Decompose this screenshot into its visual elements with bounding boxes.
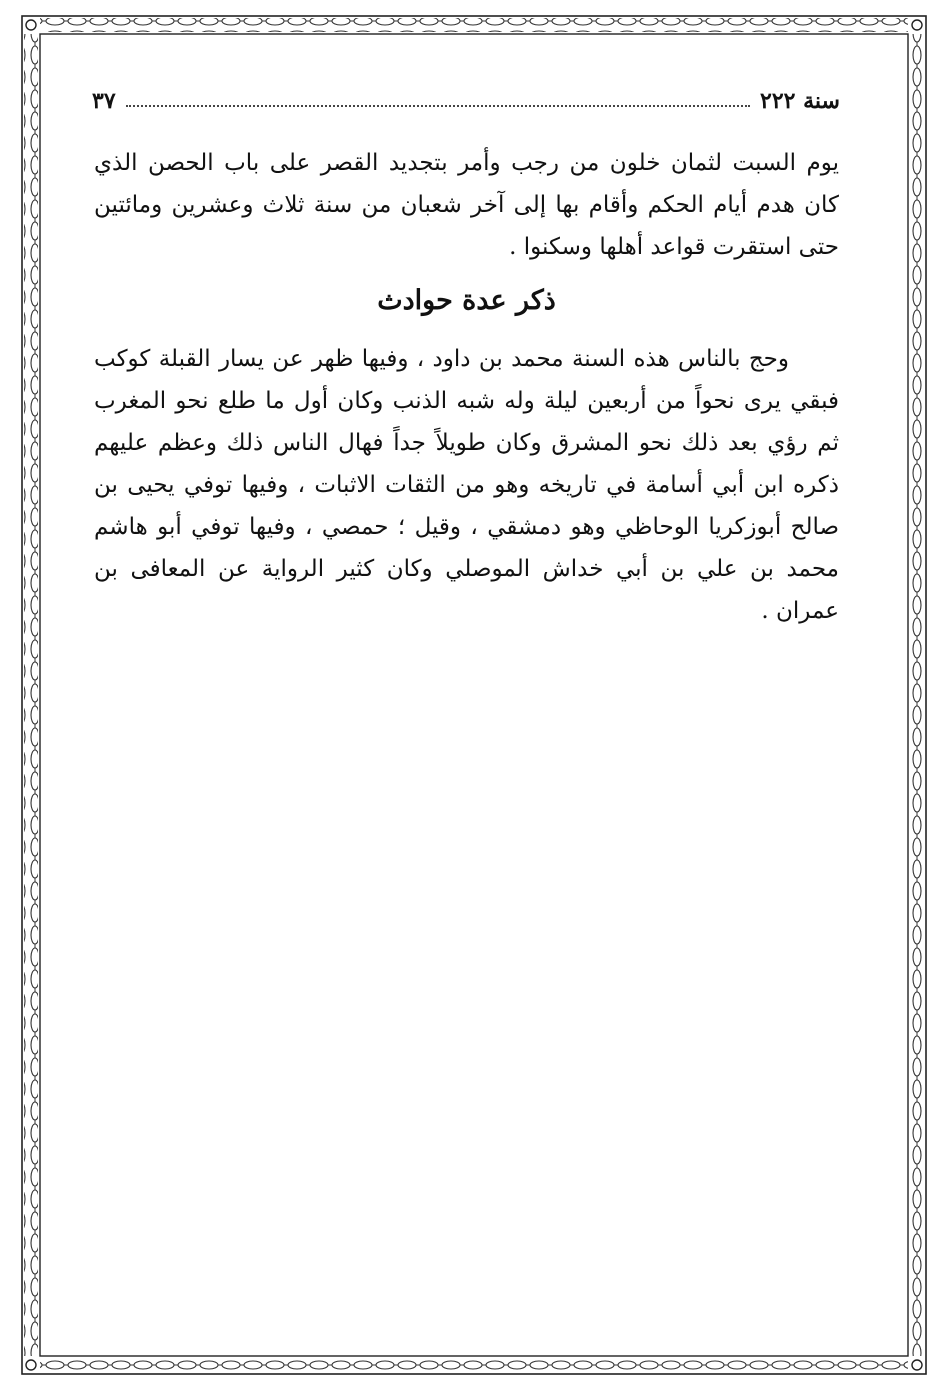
paragraph-events (94, 338, 839, 632)
running-title: سنة ٢٢٢ (760, 88, 840, 114)
paragraph-events-text: وحج بالناس هذه السنة محمد بن داود ، وفيها ظهر عن يسار القبلة كوكب فبقي يرى نحواً من أربعين ليلة وله شبه الذنب وكان أول ما طلع نحو المغرب ثم رؤي بعد ذلك نحو المشرق وكان طويلاً جداً فهال الناس ذلك وعظم عليهم ذكره ابن أبي أسامة في تاريخه وهو من الثقات الاثبات ، وفيها توفي يحيى بن صالح أبوزكريا الوحاظي وهو دمشقي ، وقيل ؛ حمصي ، وفيها توفي أبو هاشم محمد بن علي بن أبي خداش الموصلي وكان كثير الرواية عن المعافى بن عمران . (94, 346, 839, 624)
section-heading: ذكر عدة حوادث (377, 285, 556, 316)
header-leader-dots (126, 105, 750, 107)
page-number: ٣٧ (92, 88, 116, 114)
running-header (92, 84, 840, 118)
paragraph-continuation: يوم السبت لثمان خلون من رجب وأمر بتجديد القصر على باب الحصن الذي كان هدم أيام الحكم وأقام بها إلى آخر شعبان من سنة ثلاث وعشرين ومائتين حتى استقرت قواعد أهلها وسكنوا . (94, 150, 839, 260)
